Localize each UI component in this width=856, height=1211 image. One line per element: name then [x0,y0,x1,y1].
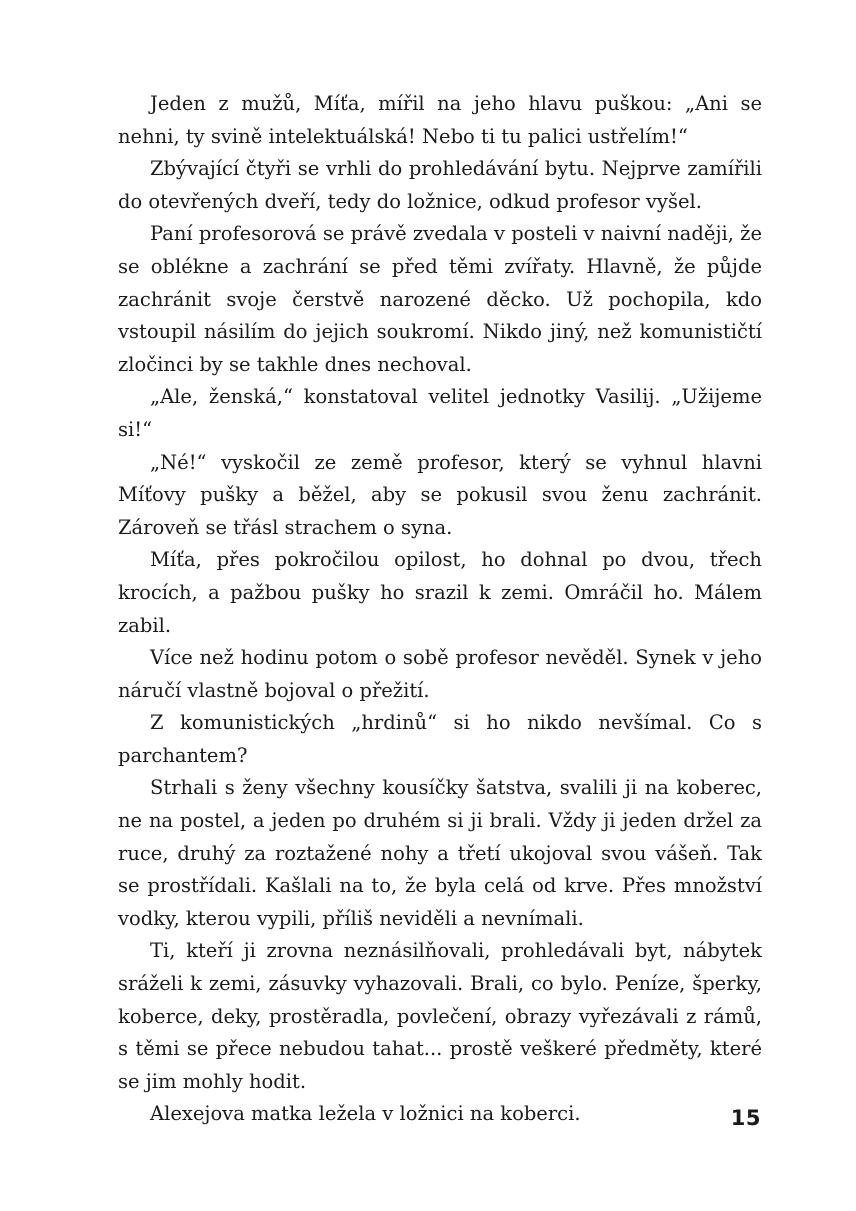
paragraph-6: Míťa, přes pokročilou opilost, ho dohnal po dvou, třech krocích, a pažbou pušky ho srazil k zemi. Omráčil ho. Málem zabil. [118,548,762,637]
paragraph-2: Zbývající čtyři se vrhli do prohledávání bytu. Nejprve zamířili do otevřených dveří, tedy do ložnice, odkud profesor vyšel. [118,157,762,213]
paragraph-10: Ti, kteří ji zrovna neznásilňovali, prohledávali byt, nábytek sráželi k zemi, zásuvky vyhazovali. Brali, co bylo. Peníze, šperky, koberce, deky, prostěradla, povlečení, obrazy vyřezávali z rámů, s těmi se přece nebudou tahat... prostě veškeré předměty, které se jim mohly hodit. [118,939,762,1093]
paragraph-11: Alexejova matka ležela v ložnici na koberci. [150,1102,581,1126]
paragraph-3: Paní profesorová se právě zvedala v posteli v naivní naději, že se oblékne a zachrání se před těmi zvířaty. Hlavně, že půjde zachránit svoje čerstvě narozené děcko. Už pochopila, kdo vstoupil násilím do jejich soukromí. Nikdo jiný, než komunističtí zločinci by se takhle dnes nechoval. [118,222,762,376]
paragraph-5: „Né!“ vyskočil ze země profesor, který se vyhnul hlavni Míťovy pušky a běžel, aby se pokusil svou ženu zachránit. Zároveň se třásl strachem o syna. [118,450,762,539]
page-number: 15 [730,1106,761,1130]
paragraph-4: „Ale, ženská,“ konstatoval velitel jednotky Vasilij. „Užijeme si!“ [118,385,762,441]
paragraph-1: Jeden z mužů, Míťa, mířil na jeho hlavu puškou: „Ani se nehni, ty svině intelektuálská! Nebo ti tu palici ustřelím!“ [118,92,762,148]
paragraph-7: Více než hodinu potom o sobě profesor nevěděl. Synek v jeho náručí vlastně bojoval o přežití. [118,646,762,702]
paragraph-8: Z komunistických „hrdinů“ si ho nikdo nevšímal. Co s parchantem? [118,711,762,767]
body-text [118,88,762,1131]
paragraph-9: Strhali s ženy všechny kousíčky šatstva, svalili ji na koberec, ne na postel, a jeden po druhém si ji brali. Vždy ji jeden držel za ruce, druhý za roztažené nohy a třetí ukojoval svou vášeň. Tak se prostřídali. Kašlali na to, že byla celá od krve. Přes množství vodky, kterou vypili, příliš neviděli a nevnímali. [118,776,762,930]
